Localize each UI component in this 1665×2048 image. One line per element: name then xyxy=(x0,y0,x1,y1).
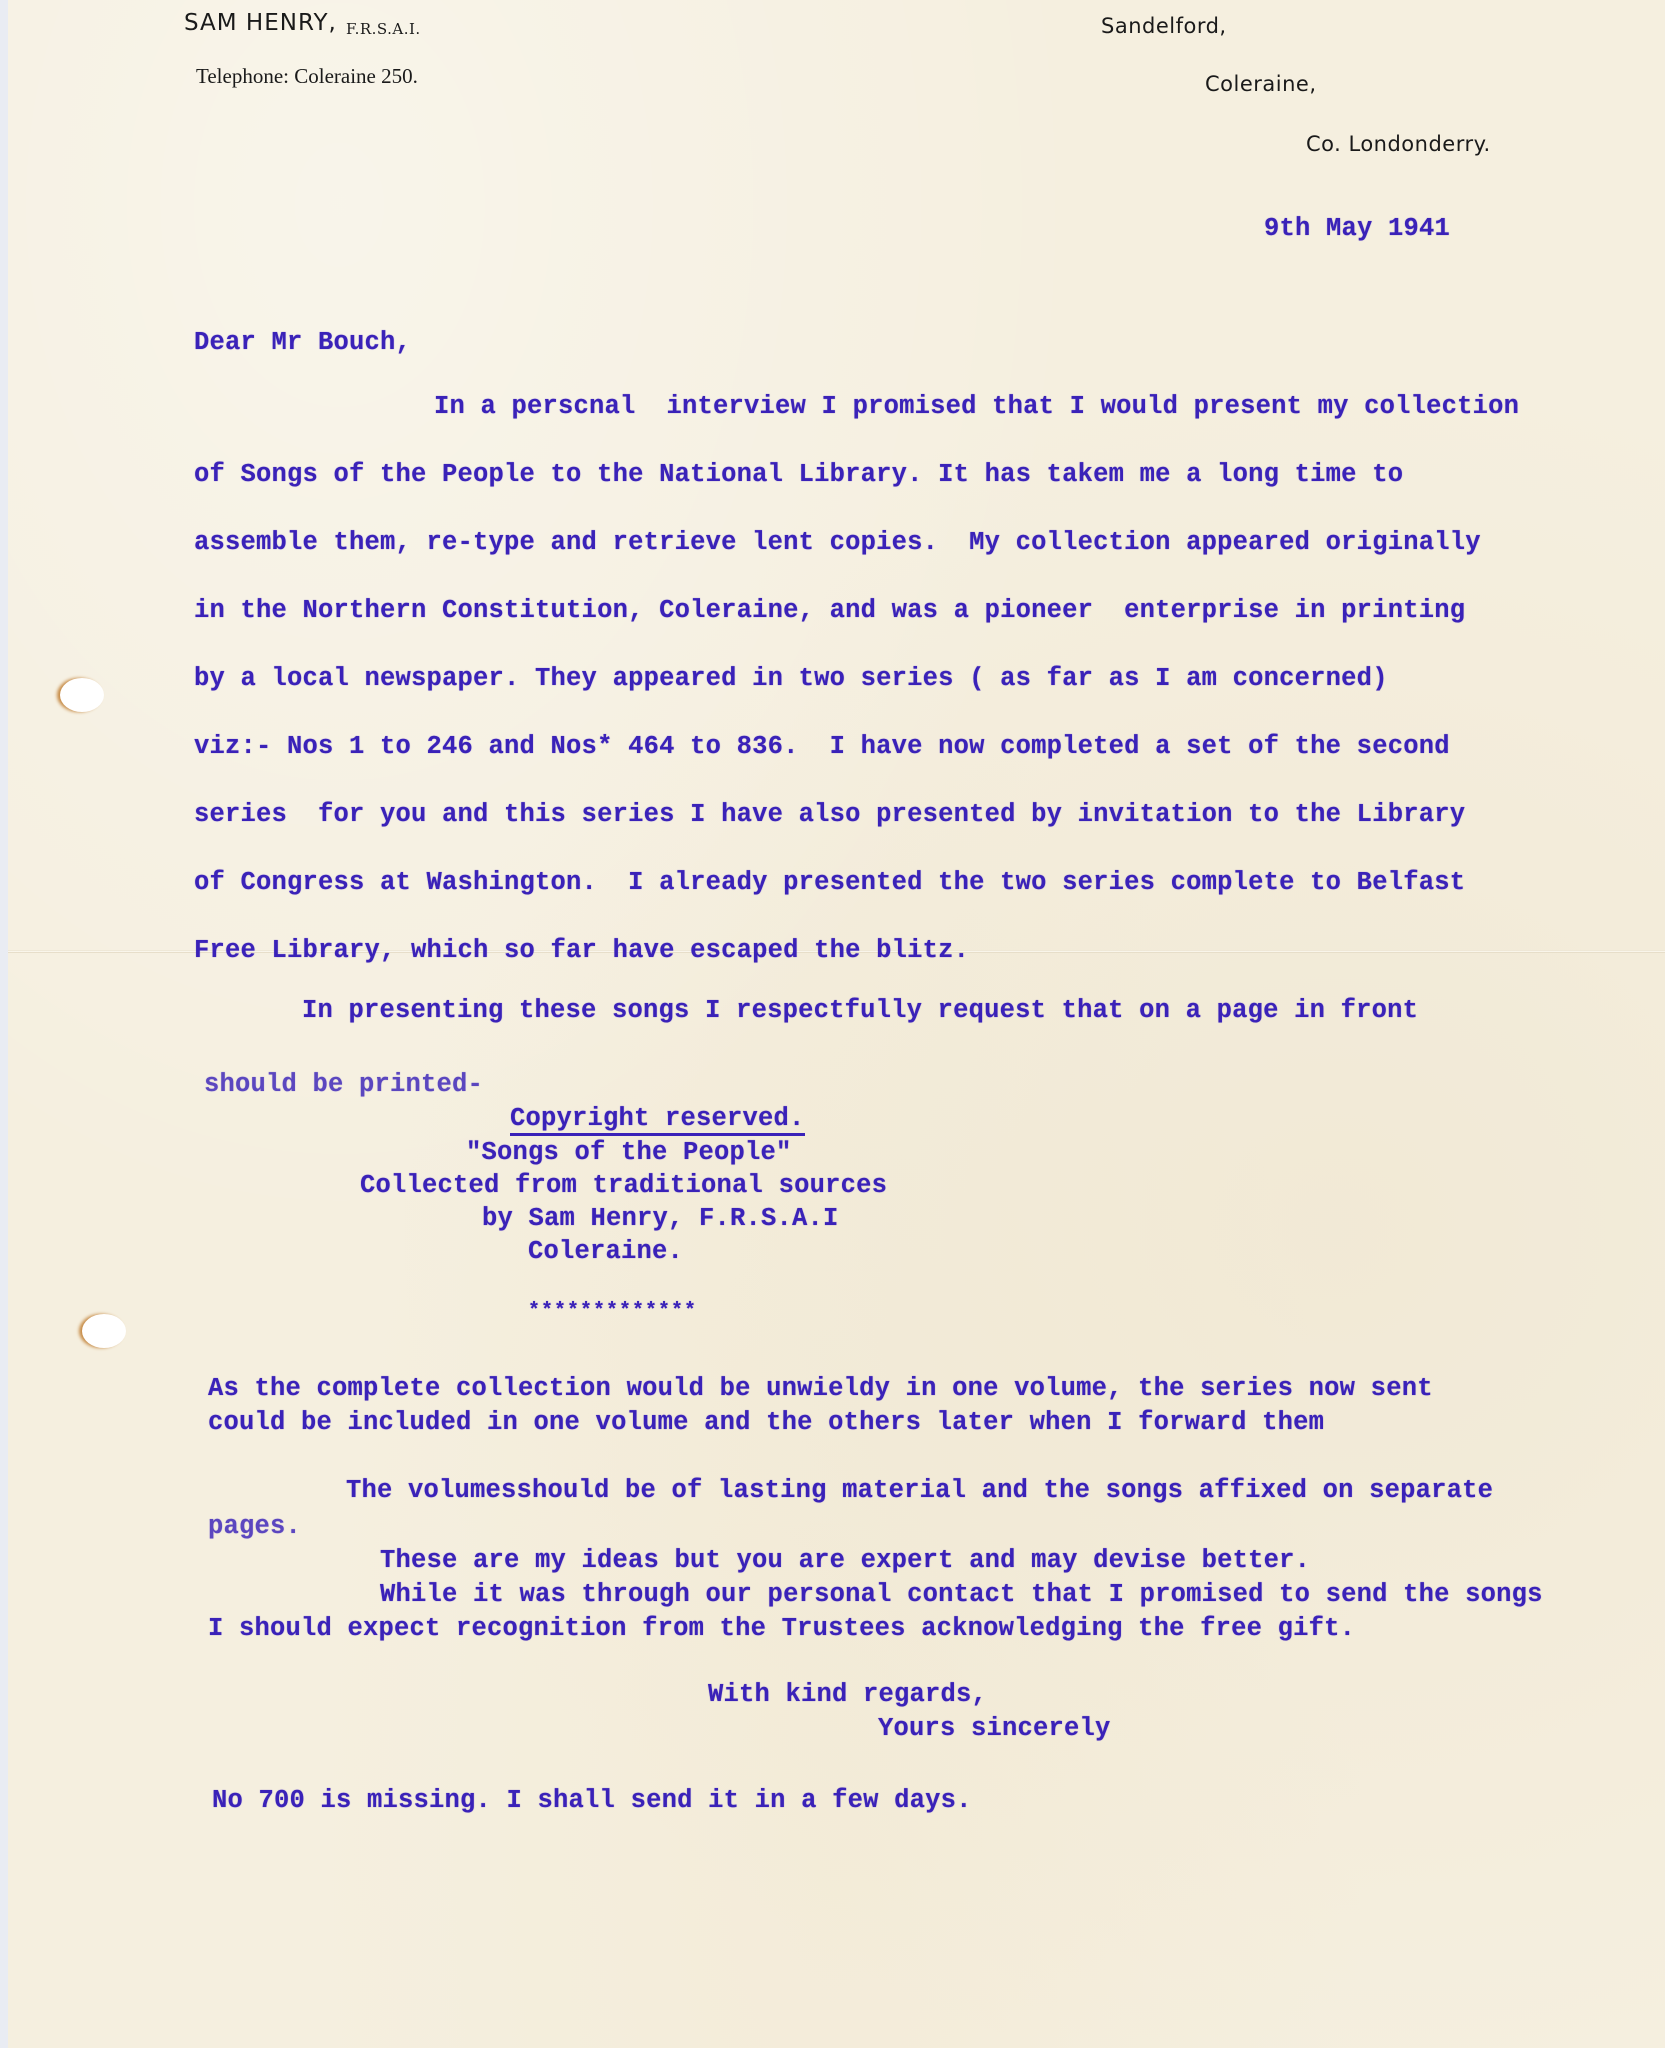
punch-hole-top xyxy=(60,678,104,712)
postscript: No 700 is missing. I shall send it in a few days. xyxy=(212,1786,972,1815)
body-line: series for you and this series I have also presented by invitation to the Library xyxy=(194,800,1466,829)
body-line: in the Northern Constitution, Coleraine, and was a pioneer enterprise in printing xyxy=(194,596,1466,625)
address-line-2: Coleraine, xyxy=(1205,72,1317,96)
body-line: The volumesshould be of lasting material and the songs affixed on separate xyxy=(346,1476,1494,1505)
body-line: While it was through our personal contact that I promised to send the songs xyxy=(380,1580,1543,1609)
inscription-heading: Copyright reserved. xyxy=(510,1104,805,1136)
body-line: of Congress at Washington. I already presented the two series complete to Belfast xyxy=(194,868,1466,897)
body-line: Free Library, which so far have escaped the blitz. xyxy=(194,936,970,965)
letterhead-telephone: Telephone: Coleraine 250. xyxy=(196,64,418,88)
body-line: assemble them, re-type and retrieve lent copies. My collection appeared originally xyxy=(194,528,1481,557)
inscription-title: "Songs of the People" xyxy=(466,1138,792,1167)
inscription-line: Coleraine. xyxy=(528,1237,684,1266)
body-line: should be printed- xyxy=(204,1070,484,1099)
body-line: viz:- Nos 1 to 246 and Nos* 464 to 836. I have now completed a set of the second xyxy=(194,732,1450,761)
asterisk-divider: ************* xyxy=(528,1300,698,1323)
body-line: I should expect recognition from the Trustees acknowledging the free gift. xyxy=(208,1614,1356,1643)
letterhead-name: SAM HENRY, xyxy=(184,10,337,36)
punch-hole-bottom xyxy=(82,1314,126,1348)
letterhead-honorific: F.R.S.A.I. xyxy=(346,20,421,38)
inscription-line: by Sam Henry, F.R.S.A.I xyxy=(482,1204,839,1233)
body-line: of Songs of the People to the National Library. It has takem me a long time to xyxy=(194,460,1404,489)
closing-regards: With kind regards, xyxy=(708,1680,988,1709)
body-line: could be included in one volume and the others later when I forward them xyxy=(208,1408,1325,1437)
body-line: As the complete collection would be unwieldy in one volume, the series now sent xyxy=(208,1374,1433,1403)
body-line: In a perscnal interview I promised that I would present my collection xyxy=(434,392,1520,421)
body-line: In presenting these songs I respectfully request that on a page in front xyxy=(302,996,1419,1025)
body-line: by a local newspaper. They appeared in two series ( as far as I am concerned) xyxy=(194,664,1388,693)
body-line: pages. xyxy=(208,1512,302,1541)
letter-date: 9th May 1941 xyxy=(1264,214,1451,243)
body-line-ideas: These are my ideas but you are expert and may devise better. xyxy=(380,1546,1311,1575)
address-line-3: Co. Londonderry. xyxy=(1306,132,1491,156)
salutation: Dear Mr Bouch, xyxy=(194,328,412,357)
closing-signoff: Yours sincerely xyxy=(878,1714,1111,1743)
letter-page xyxy=(8,0,1665,2048)
inscription-line: Collected from traditional sources xyxy=(360,1171,888,1200)
address-line-1: Sandelford, xyxy=(1101,14,1227,38)
